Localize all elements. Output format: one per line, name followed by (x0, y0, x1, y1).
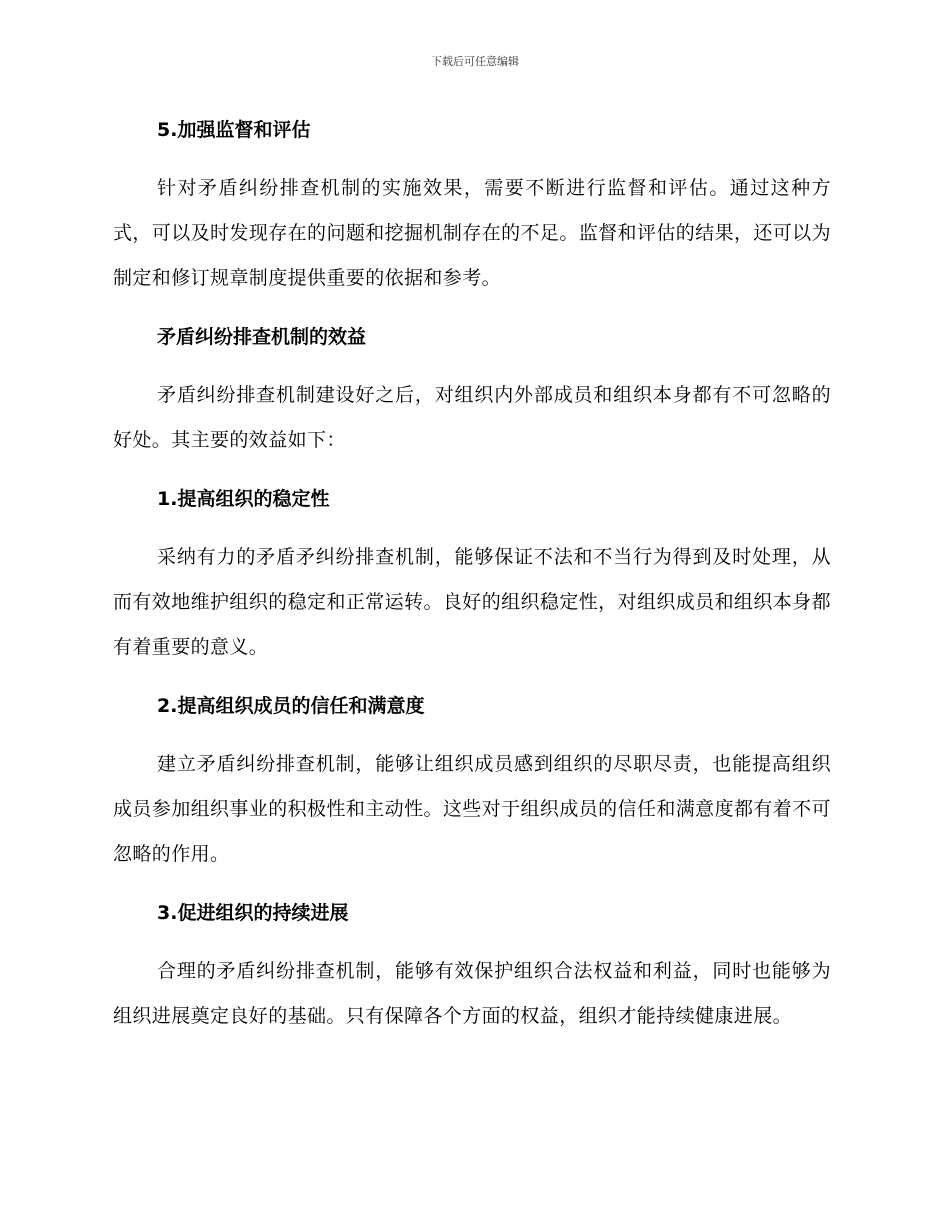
section-paragraph: 针对矛盾纠纷排查机制的实施效果，需要不断进行监督和评估。通过这种方式，可以及时发现存在的问题和挖掘机制存在的不足。监督和评估的结果，还可以为制定和修订规章制度提供重要的依据和参考。 (113, 177, 831, 289)
section-heading: 矛盾纠纷排查机制的效益 (157, 326, 367, 348)
document-body (113, 108, 831, 1039)
section-paragraph: 矛盾纠纷排查机制建设好之后，对组织内外部成员和组织本身都有不可忽略的好处。其主要的效益如下： (113, 384, 831, 451)
section-heading: 5.加强监督和评估 (157, 119, 311, 141)
section-paragraph: 采纳有力的矛盾矛纠纷排查机制，能够保证不法和不当行为得到及时处理，从而有效地维护组织的稳定和正常运转。良好的组织稳定性，对组织成员和组织本身都有着重要的意义。 (113, 546, 831, 658)
page-header: 下载后可任意编辑 (431, 55, 519, 68)
section-paragraph: 合理的矛盾纠纷排查机制，能够有效保护组织合法权益和利益，同时也能够为组织进展奠定良好的基础。只有保障各个方面的权益，组织才能持续健康进展。 (113, 960, 831, 1027)
section-heading: 1.提高组织的稳定性 (157, 488, 330, 510)
section-heading: 3.促进组织的持续进展 (157, 902, 349, 924)
section-heading: 2.提高组织成员的信任和满意度 (157, 695, 425, 717)
section-paragraph: 建立矛盾纠纷排查机制，能够让组织成员感到组织的尽职尽责，也能提高组织成员参加组织事业的积极性和主动性。这些对于组织成员的信任和满意度都有着不可忽略的作用。 (113, 753, 831, 865)
